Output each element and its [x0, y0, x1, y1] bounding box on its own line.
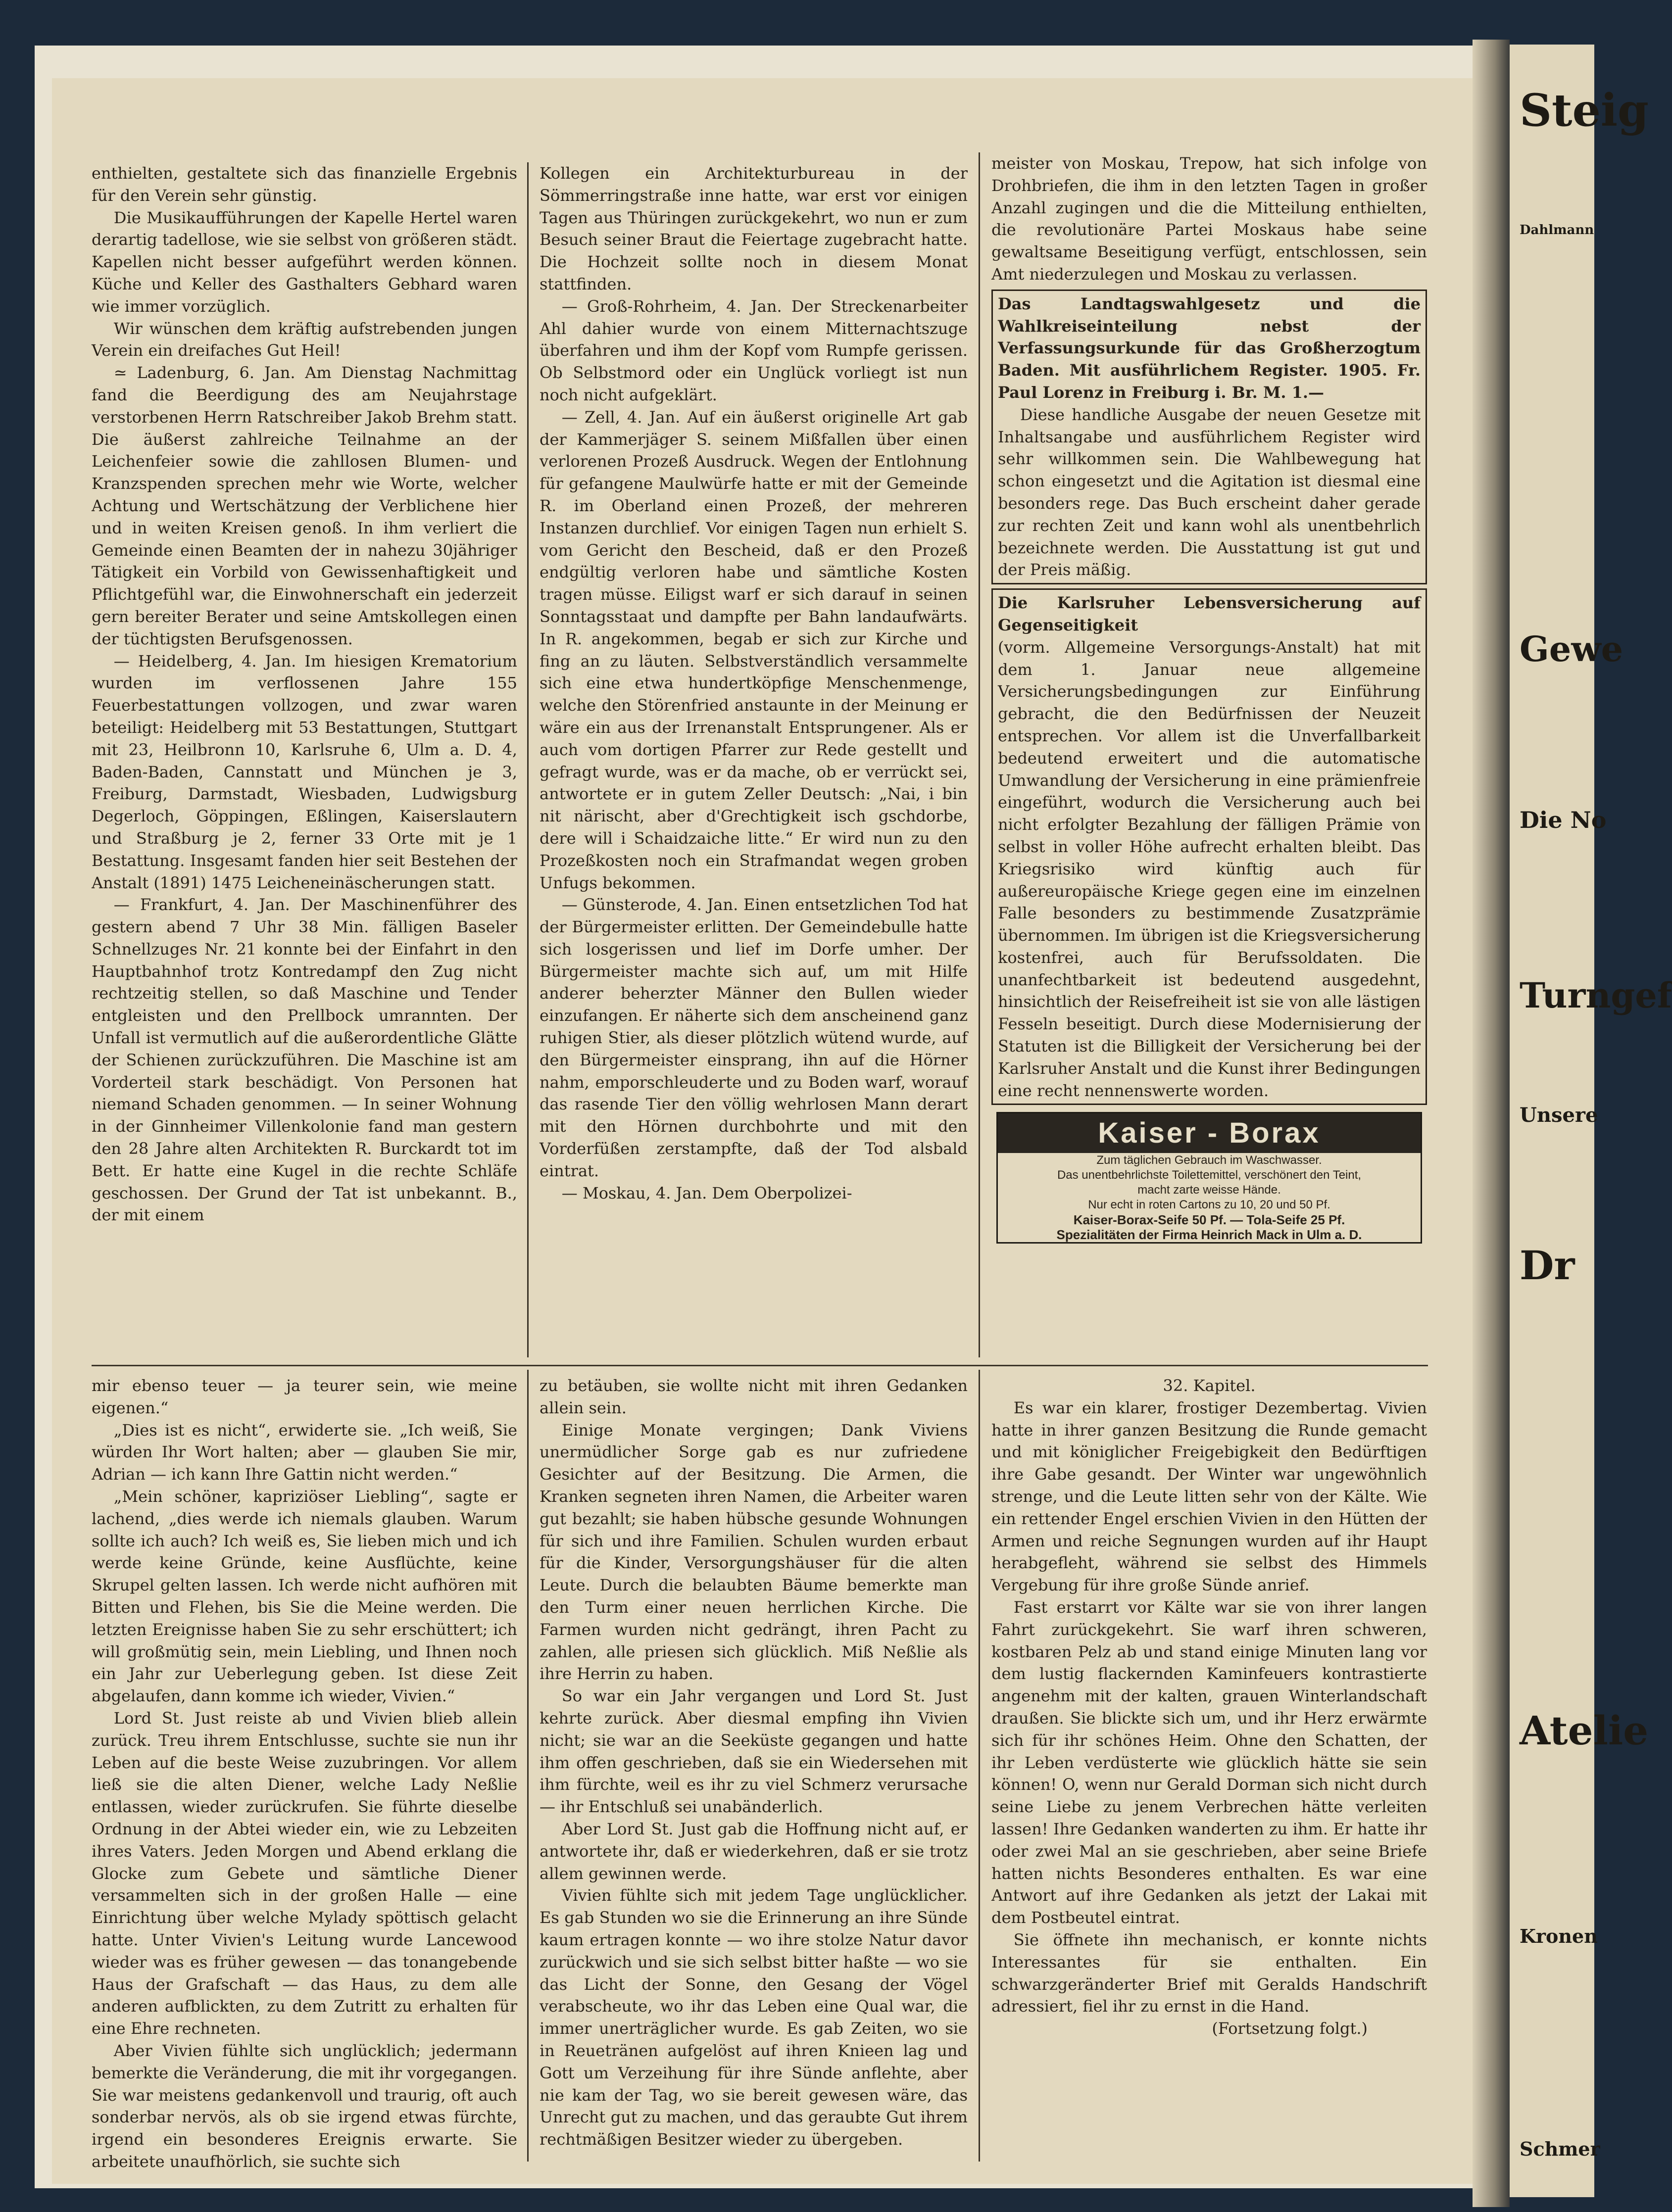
notice-karlsruher-lebensversicherung [991, 588, 1427, 1105]
paragraph: Es war ein klarer, frostiger Dezembertag. Vivien hatte in ihrer ganzen Besitzung die Runde gemacht und mit königlicher Freigebigkeit den Bedürftigen ihre Gabe gesandt. Der Winter war ungewöhnlich strenge, und die Leute litten sehr von der Kälte. Wie ein rettender Engel erschien Vivien in den Hütten der Armen und reiche Segnungen wurden auf ihr Haupt herabgefleht, während sie selbst des Himmels Vergebung für ihre große Sünde anrief. [991, 1398, 1427, 1595]
paragraph: Aber Lord St. Just gab die Hoffnung nicht auf, er antwortete ihr, daß er wiederkehren, daß er sie trotz allem gewinnen werde. [540, 1819, 968, 1883]
paragraph: mir ebenso teuer — ja teurer sein, wie meine eigenen.“ [92, 1376, 517, 1417]
adjacent-page-fragment: Unsere [1520, 1104, 1598, 1127]
advert-line: Das unentbehrlichste Toilettemittel, verschönert den Teint, [1057, 1168, 1362, 1182]
paragraph: Kollegen ein Architekturbureau in der Sömmerringstraße inne hatte, war erst vor einigen Tagen aus Thüringen zurückgekehrt, wo nun er zum Besuch seiner Braut die Feiertage zugebracht hatte. Die Hochzeit sollte noch in diesem Monat stattfinden. [540, 164, 968, 293]
column-divider [979, 152, 980, 1357]
news-item-guensterode: — Günsterode, 4. Jan. Einen entsetzlichen Tod hat der Bürgermeister erlitten. Der Gemeindebulle hatte sich losgerissen und lief im Dorfe umher. Der Bürgermeister machte sich auf, um mit Hilfe anderer beherzter Männer den Bullen wieder einzufangen. Er näherte sich dem anscheinend ganz ruhigen Stier, als dieser plötzlich wütend wurde, auf den Bürgermeister einsprang, ihn auf die Hörner nahm, emporschleuderte und zu Boden warf, worauf das rasende Tier den völlig wehrlosen Mann derart mit den Hörnen durchbohrte und mit den Vorderfüßen zerstampfte, daß der Tod alsbald eintrat. [540, 895, 968, 1180]
news-item-heidelberg: — Heidelberg, 4. Jan. Im hiesigen Krematorium wurden im verflossenen Jahre 155 Feuerbestattungen vollzogen, und zwar waren beteiligt: Heidelberg mit 53 Bestattungen, Stuttgart mit 23, Heilbronn 10, Karlsruhe 6, Ulm a. D. 4, Baden-Baden, Cannstatt und München je 3, Freiburg, Darmstadt, Wiesbaden, Ludwigsburg Degerloch, Göppingen, Eßlingen, Kaiserslautern und Straßburg je 2, ferner 33 Orte mit je 1 Bestattung. Insgesamt fanden hier seit Bestehen der Anstalt (1891) 1475 Leicheneinäscherungen statt. [92, 651, 517, 892]
news-item-moskau: — Moskau, 4. Jan. Dem Oberpolizei- [561, 1183, 852, 1202]
serial-column-1 [92, 1375, 517, 2173]
paragraph: Vivien fühlte sich mit jedem Tage unglücklicher. Es gab Stunden wo sie die Erinnerung an ihre Sünde kaum ertragen konnte — wo ihre stolze Natur davor zurückwich und sie sich selbst bitter haßte — wo sie das Licht der Sonne, den Gesang der Vögel verabscheute, wo ihr das Leben eine Qual war, die immer unerträglicher wurde. Es gab Zeiten, wo sie in Reuetränen aufgelöst auf ihren Knieen lag und Gott um Verzeihung für ihre Sünde anflehte, aber nie kam der Tag, wo sie bereit gewesen wäre, das Unrecht gut zu machen, und das geraubte Gut ihrem rechtmäßigen Besitzer wieder zu übergeben. [540, 1886, 968, 2149]
paragraph: Einige Monate vergingen; Dank Viviens unermüdlicher Sorge gab es nur zufriedene Gesichter auf der Besitzung. Die Armen, die Kranken segneten ihren Namen, die Arbeiter waren gut bezahlt; sie haben hübsche gesunde Wohnungen für sich und ihre Familien. Schulen wurden erbaut für die Kinder, Versorgungshäuser für die alten Leute. Durch die belaubten Bäume bemerkte man den Turm einer neuen herrlichen Kirche. Die Farmen wurden nicht gedrängt, ihren Pacht zu zahlen, alle priesen sich glücklich. Miß Neßlie als ihre Herrin zu haben. [540, 1420, 968, 1683]
paragraph: meister von Moskau, Trepow, hat sich infolge von Drohbriefen, die ihm in den letzten Tagen in großer Anzahl zugingen und die die Mitteilung enthielten, die revolutionäre Partei Moskaus habe seine gewaltsame Beseitigung verfügt, entschlossen, sein Amt niederzulegen und Moskau zu verlassen. [991, 154, 1427, 284]
advertisement-kaiser-borax [996, 1112, 1422, 1244]
column-divider [979, 1370, 980, 2162]
serial-column-3 [991, 1375, 1427, 2040]
notice-body: Diese handliche Ausgabe der neuen Gesetze mit Inhaltsangabe und ausführlichem Register wird sehr willkommen sein. Die Wahlbewegung hat schon eingesetzt und die Agitation ist diesmal eine besonders rege. Das Buch erscheint daher gerade zur rechten Zeit und kann wohl als unentbehrlich bezeichnete werden. Die Ausstattung ist gut und der Preis mäßig. [998, 405, 1421, 579]
column-divider [527, 1370, 529, 2162]
notice-landtagswahlgesetz [991, 289, 1427, 584]
advert-line: macht zarte weisse Hände. [1137, 1183, 1281, 1197]
advert-title: Kaiser - Borax [998, 1113, 1421, 1153]
adjacent-page-fragment: Schmer [1520, 2138, 1600, 2160]
newspaper-page [52, 78, 1487, 2184]
news-item-zell: — Zell, 4. Jan. Auf ein äußerst originelle Art gab der Kammerjäger S. seinem Mißfallen über einen verlorenen Prozeß Ausdruck. Wegen der Entlohnung für gefangene Maulwürfe hatte er mit der Gemeinde R. im Oberland einen Prozeß, der mehreren Instanzen durchlief. Vor einigen Tagen nun erhielt S. vom Gericht den Bescheid, daß er den Prozeß endgültig verloren habe und sämtliche Kosten tragen müsse. Eiligst warf er sich darauf in seinen Sonntagsstaat und dampfte per Bahn landaufwärts. In R. angekommen, begab er sich zur Kirche und fing an zu läuten. Selbstverständlich versammelte sich eine etwa hundertköpfige Menschenmenge, welche den Störenfried anstaunte in der Meinung er wäre ein aus der Irrenanstalt Entsprungener. Als er auch vom dortigen Pfarrer zur Rede gestellt und gefragt wurde, was er da mache, ob er verrückt sei, antwortete er in gutem Zeller Deutsch: „Nai, i bin nit närischt, aber d'Grechtigkeit isch gschdorbe, dere will i Schaidzaiche litte.“ Er wird nun zu den Prozeßkosten noch ein Strafmandat wegen groben Unfugs bekommen. [540, 407, 968, 892]
paragraph: enthielten, gestaltete sich das finanzielle Ergebnis für den Verein sehr günstig. [92, 164, 517, 205]
paragraph: So war ein Jahr vergangen und Lord St. Just kehrte zurück. Aber diesmal empfing ihn Vivien nicht; sie war an die Seeküste gegangen und hatte ihm offen geschrieben, daß sie ein Wiedersehen mit ihm fürchte, weil es ihr zu viel Schmerz verursache — ihr Entschluß sei unabänderlich. [540, 1686, 968, 1817]
adjacent-page-fragment: Dahlmann [1520, 223, 1594, 238]
notice-body: (vorm. Allgemeine Versorgungs-Anstalt) hat mit dem 1. Januar neue allgemeine Versicherungsbedingungen zur Einführung gebracht, die den Bedürfnissen der Neuzeit entsprechen. Vor allem ist die Unverfallbarkeit bedeutend erweitert und die automatische Umwandlung der Versicherung in eine prämienfreie eingeführt, wodurch die Versicherung auch bei nicht erfolgter Bezahlung der fälligen Prämie von selbst in voller Höhe aufrecht erhalten bleibt. Das Kriegsrisiko wird künftig auch für außereuropäische Kriege gegen eine im einzelnen Falle besonders zu bestimmende Zusatzprämie übernommen. Im übrigen ist die Kriegsversicherung kostenfrei, auch für Berufssoldaten. Die unanfechtbarkeit ist bedeutend ausgedehnt, hinsichtlich der Reisefreiheit ist sie von alle lästigen Fesseln beseitigt. Durch diese Modernisierung der Statuten ist die Billigkeit der Versicherung bei der Karlsruher Anstalt und die Kunst ihrer Bedingungen eine recht nennenswerte worden. [998, 637, 1421, 1100]
chapter-heading: 32. Kapitel. [1163, 1376, 1256, 1395]
paragraph: Wir wünschen dem kräftig aufstrebenden jungen Verein ein dreifaches Gut Heil! [92, 319, 517, 360]
adjacent-page-fragment: Steig [1520, 84, 1649, 137]
paragraph: zu betäuben, sie wollte nicht mit ihren Gedanken allein sein. [540, 1376, 968, 1417]
adjacent-page-fragment: Gewe [1520, 628, 1623, 670]
advert-line: Spezialitäten der Firma Heinrich Mack in Ulm a. D. [1056, 1227, 1362, 1243]
adjacent-page-fragment: Die No [1520, 807, 1607, 833]
advert-line: Nur echt in roten Cartons zu 10, 20 und 50 Pf. [1088, 1198, 1330, 1212]
top-column-1 [92, 162, 517, 1226]
paragraph: Sie öffnete ihn mechanisch, er konnte nichts Interessantes für sie enthalten. Ein schwarzgeränderter Brief mit Geralds Handschrift adressiert, fiel ihr zu ernst in die Hand. [991, 1930, 1427, 2016]
adjacent-page-fragment: Kronen [1520, 1925, 1598, 1947]
paragraph: Aber Vivien fühlte sich unglücklich; jedermann bemerkte die Veränderung, die mit ihr vorgegangen. Sie war meistens gedankenvoll und traurig, oft auch sonderbar nervös, als ob sie irgend etwas fürchte, irgend ein besonderes Ereignis erwarte. Sie arbeitete unaufhörlich, sie suchte sich [92, 2041, 517, 2171]
adjacent-page-fragment: Turngef [1520, 975, 1672, 1016]
paragraph: Die Musikaufführungen der Kapelle Hertel waren derartig tadellose, wie sie selbst von größeren städt. Kapellen nicht besser aufgeführt werden können. Küche und Keller des Gasthalters Gebhard waren wie immer vorzüglich. [92, 208, 517, 316]
adjacent-page [1510, 45, 1672, 2197]
advert-line: Kaiser-Borax-Seife 50 Pf. — Tola-Seife 25 Pf. [1073, 1212, 1345, 1228]
continuation-note: (Fortsetzung folgt.) [1212, 2019, 1368, 2038]
paragraph: „Dies ist es nicht“, erwiderte sie. „Ich weiß, Sie würden Ihr Wort halten; aber — glauben Sie mir, Adrian — ich kann Ihre Gattin nicht werden.“ [92, 1420, 517, 1484]
paragraph: „Mein schöner, kapriziöser Liebling“, sagte er lachend, „dies werde ich niemals glauben. Warum sollte ich auch? Ich weiß es, Sie lieben mich und ich werde keine Gründe, keine Ausflüchte, keine Skrupel gelten lassen. Ich werde nicht aufhören mit Bitten und Flehen, bis Sie die Meine werden. Die letzten Ereignisse haben Sie zu sehr erschüttert; ich will großmütig sein, mein Liebling, und Ihnen noch ein Jahr zur Ueberlegung geben. Ist diese Zeit abgelaufen, dann komme ich wieder, Vivien.“ [92, 1487, 517, 1706]
adjacent-page-fragment: Atelie [1520, 1707, 1649, 1754]
top-column-3 [991, 152, 1427, 1244]
top-column-2 [540, 162, 968, 1204]
notice-heading: Das Landtagswahlgesetz und die Wahlkreiseinteilung nebst der Verfassungsurkunde für das Großherzogtum Baden. Mit ausführlichem Register. 1905. Fr. Paul Lorenz in Freiburg i. Br. M. 1.— [998, 294, 1421, 402]
adjacent-page-fragment: Dr [1520, 1242, 1575, 1289]
paragraph: Fast erstarrt vor Kälte war sie von ihrer langen Fahrt zurückgekehrt. Sie warf ihren schweren, kostbaren Pelz ab und stand einige Minuten lang vor dem lustig flackernden Kaminfeuers kontrastierte angenehm mit der kalten, grauen Winterlandschaft draußen. Sie blickte sich um, und ihr Herz erwärmte sich für ihr schönes Heim. Ohne den Schatten, der ihr Leben verdüsterte wie glücklich hätte sie sein können! O, wenn nur Gerald Dorman sich nicht durch seine Liebe zu jenem Verbrechen hätte verleiten lassen! Ihre Gedanken wanderten zu ihm. Er hatte ihr oder zwei Mal an sie geschrieben, aber seine Briefe hatten nichts Besonderes enthalten. Es war eine Antwort auf ihre Gedanken als jetzt der Lakai mit dem Postbeutel eintrat. [991, 1597, 1427, 1927]
binding-gutter [1473, 40, 1510, 2207]
notice-heading: Die Karlsruher Lebensversicherung auf Gegenseitigkeit [998, 593, 1421, 634]
advert-line: Zum täglichen Gebrauch im Waschwasser. [1096, 1154, 1322, 1167]
paragraph: Lord St. Just reiste ab und Vivien blieb allein zurück. Treu ihrem Entschlusse, suchte sie nun ihr Leben auf die beste Weise zuzubringen. Vor allem ließ sie die alten Diener, welche Lady Neßlie entlassen, wieder zurückrufen. Sie führte dieselbe Ordnung in der Abtei wieder ein, wie zu Lebzeiten ihres Vaters. Jeden Morgen und Abend erklang die Glocke zum Gebete und sämtliche Diener versammelten sich in der großen Halle — eine Einrichtung über welche Mylady spöttisch gelacht hatte. Unter Vivien's Leitung wurde Lancewood wieder was es früher gewesen — das tonangebende Haus der Grafschaft — das Haus, zu dem alle anderen aufblickten, zu dem Zutritt zu erhalten für eine Ehre rechneten. [92, 1708, 517, 2038]
news-item-ladenburg: ≃ Ladenburg, 6. Jan. Am Dienstag Nachmittag fand die Beerdigung des am Neujahrstage verstorbenen Herrn Ratschreiber Jakob Brehm statt. Die äußerst zahlreiche Teilnahme an der Leichenfeier sowie die zahllosen Blumen- und Kranzspenden sprechen mehr wie Worte, welcher Achtung und Wertschätzung der Verblichene hier und in weiten Kreisen genoß. In ihm verliert die Gemeinde einen Beamten der in nahezu 30jähriger Tätigkeit ein Vorbild von Gewissenhaftigkeit und Pflichtgefühl war, die Einwohnerschaft ein jederzeit gern bereiter Berater und seine Amtskollegen einen der tüchtigsten Berufsgenossen. [92, 363, 517, 648]
column-divider [527, 162, 529, 1357]
news-item-gross-rohrheim: — Groß-Rohrheim, 4. Jan. Der Streckenarbeiter Ahl dahier wurde von einem Mitternachtszuge überfahren und ihm der Kopf vom Rumpfe gerissen. Ob Selbstmord oder ein Unglück vorliegt ist nun noch nicht aufgeklärt. [540, 296, 968, 404]
serial-column-2 [540, 1375, 968, 2151]
news-item-frankfurt: — Frankfurt, 4. Jan. Der Maschinenführer des gestern abend 7 Uhr 38 Min. fälligen Baseler Schnellzuges Nr. 21 konnte bei der Einfahrt in den Hauptbahnhof trotz Kontredampf den Zug nicht rechtzeitig stellen, so daß Maschine und Tender entgleisten und den Prellbock umrannten. Der Unfall ist vermutlich auf die außerordentliche Glätte der Schienen zurückzuführen. Die Maschine ist am Vorderteil stark beschädigt. Von Personen hat niemand Schaden genommen. — In seiner Wohnung in der Ginnheimer Villenkolonie fand man gestern den 28 Jahre alten Architekten R. Burckardt tot im Bett. Er hatte eine Kugel in die rechte Schläfe geschossen. Der Grund der Tat ist unbekannt. B., der mit einem [92, 895, 517, 1225]
section-divider [92, 1365, 1428, 1366]
